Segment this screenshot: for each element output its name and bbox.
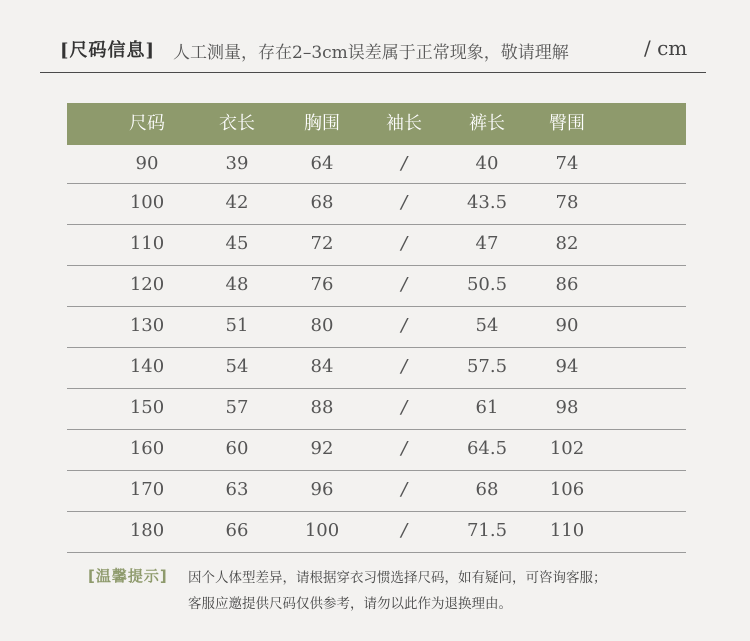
table-cell: 98 bbox=[555, 397, 579, 418]
table-cell: 40 bbox=[475, 153, 499, 174]
table-cell: 42 bbox=[225, 192, 249, 213]
header-note: 人工测量，存在2–3cm误差属于正常现象，敬请理解 bbox=[173, 43, 569, 63]
column-header: 衣长 bbox=[219, 113, 255, 134]
table-cell: 84 bbox=[310, 356, 334, 377]
table-cell: 74 bbox=[555, 153, 579, 174]
table-cell: 64 bbox=[310, 153, 334, 174]
column-header: 袖长 bbox=[386, 113, 422, 134]
table-cell: 170 bbox=[129, 479, 165, 500]
table-cell: 48 bbox=[225, 274, 249, 295]
column-header: 尺码 bbox=[129, 113, 165, 134]
table-cell: 100 bbox=[304, 520, 340, 541]
table-cell: 92 bbox=[310, 438, 334, 459]
table-cell: 43.5 bbox=[466, 192, 508, 213]
table-cell: 64.5 bbox=[466, 438, 508, 459]
table-cell: / bbox=[400, 356, 408, 377]
table-cell: 61 bbox=[475, 397, 499, 418]
table-cell: 80 bbox=[310, 315, 334, 336]
table-cell: / bbox=[400, 315, 408, 336]
table-cell: 130 bbox=[129, 315, 165, 336]
table-row bbox=[67, 225, 686, 266]
table-cell: 82 bbox=[555, 233, 579, 254]
table-cell: 68 bbox=[475, 479, 499, 500]
table-cell: 90 bbox=[555, 315, 579, 336]
table-cell: 66 bbox=[225, 520, 249, 541]
table-cell: / bbox=[400, 520, 408, 541]
column-header: 裤长 bbox=[469, 113, 505, 134]
table-cell: 51 bbox=[225, 315, 249, 336]
table-row bbox=[67, 184, 686, 225]
table-cell: 106 bbox=[549, 479, 585, 500]
table-cell: 90 bbox=[135, 153, 159, 174]
table-cell: 54 bbox=[225, 356, 249, 377]
table-cell: 88 bbox=[310, 397, 334, 418]
table-cell: / bbox=[400, 274, 408, 295]
table-cell: 45 bbox=[225, 233, 249, 254]
column-header: 胸围 bbox=[304, 113, 340, 134]
table-cell: 120 bbox=[129, 274, 165, 295]
table-cell: 50.5 bbox=[466, 274, 508, 295]
table-cell: 180 bbox=[129, 520, 165, 541]
table-row bbox=[67, 430, 686, 471]
table-cell: 71.5 bbox=[466, 520, 508, 541]
table-header-row bbox=[67, 103, 686, 145]
header-unit: / cm bbox=[644, 36, 688, 60]
table-cell: 96 bbox=[310, 479, 334, 500]
table-cell: 47 bbox=[475, 233, 499, 254]
table-cell: 39 bbox=[225, 153, 249, 174]
table-cell: 110 bbox=[129, 233, 165, 254]
tip-label: [温馨提示] bbox=[88, 567, 168, 585]
table-cell: 72 bbox=[310, 233, 334, 254]
table-cell: / bbox=[400, 438, 408, 459]
column-header: 臀围 bbox=[549, 113, 585, 134]
tip-line-1: 因个人体型差异，请根据穿衣习惯选择尺码，如有疑问，可咨询客服； bbox=[188, 570, 607, 586]
table-cell: 76 bbox=[310, 274, 334, 295]
table-row bbox=[67, 307, 686, 348]
table-cell: / bbox=[400, 479, 408, 500]
table-cell: / bbox=[400, 233, 408, 254]
table-cell: 68 bbox=[310, 192, 334, 213]
size-info-header bbox=[40, 36, 706, 73]
table-row bbox=[67, 266, 686, 307]
table-row bbox=[67, 348, 686, 389]
table-cell: 60 bbox=[225, 438, 249, 459]
table-cell: 102 bbox=[549, 438, 585, 459]
table-cell: 78 bbox=[555, 192, 579, 213]
table-cell: 63 bbox=[225, 479, 249, 500]
tip-line-2: 客服应邀提供尺码仅供参考，请勿以此作为退换理由。 bbox=[188, 596, 512, 612]
table-row bbox=[67, 389, 686, 430]
table-cell: / bbox=[400, 153, 408, 174]
table-row bbox=[67, 512, 686, 553]
table-cell: 100 bbox=[129, 192, 165, 213]
table-cell: 110 bbox=[549, 520, 585, 541]
table-cell: 140 bbox=[129, 356, 165, 377]
table-row bbox=[67, 471, 686, 512]
header-title: [尺码信息] bbox=[60, 40, 156, 61]
table-cell: 54 bbox=[475, 315, 499, 336]
table-cell: 94 bbox=[555, 356, 579, 377]
table-cell: 57.5 bbox=[466, 356, 508, 377]
table-cell: 160 bbox=[129, 438, 165, 459]
table-cell: 150 bbox=[129, 397, 165, 418]
size-table bbox=[67, 103, 686, 553]
table-cell: / bbox=[400, 192, 408, 213]
table-cell: 86 bbox=[555, 274, 579, 295]
table-body bbox=[67, 145, 686, 553]
table-cell: 57 bbox=[225, 397, 249, 418]
table-cell: / bbox=[400, 397, 408, 418]
table-row bbox=[67, 145, 686, 184]
